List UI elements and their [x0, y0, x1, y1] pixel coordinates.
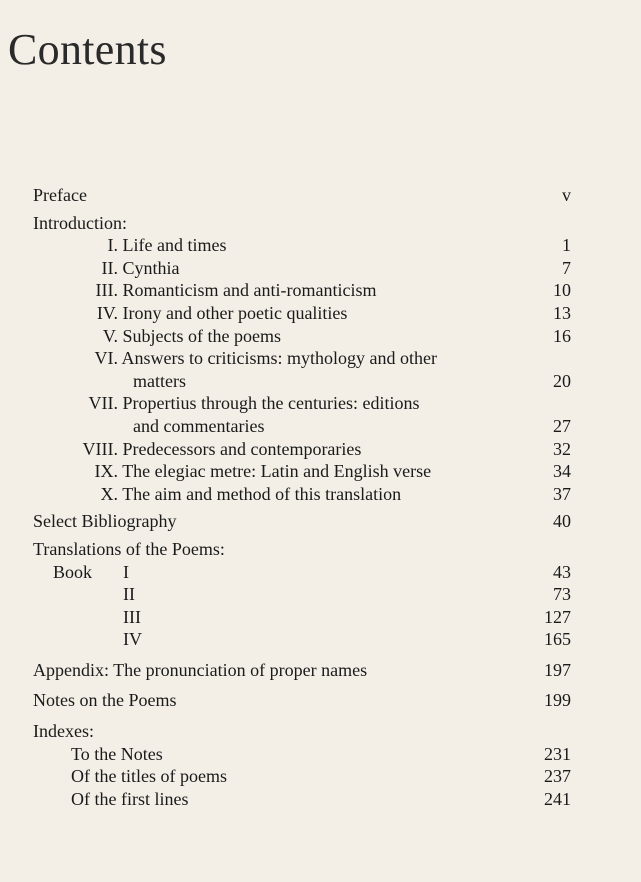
section-title: Romanticism and anti-romanticism: [122, 280, 377, 301]
toc-page-number: 7: [562, 257, 571, 278]
section-title: Predecessors and contemporaries: [122, 438, 362, 459]
toc-entry-intro-4: [33, 302, 571, 325]
toc-entry-appendix: [33, 659, 571, 682]
toc-page-number: 73: [553, 584, 571, 605]
toc-page-number: 20: [553, 370, 571, 391]
index-title: To the Notes: [71, 743, 163, 764]
section-number: IV.: [96, 302, 118, 323]
toc-entry-intro-10: [33, 483, 571, 506]
section-title: Life and times: [122, 235, 227, 256]
section-title: Subjects of the poems: [122, 325, 281, 346]
book-number: I: [123, 561, 129, 582]
toc-page-number: 241: [544, 788, 571, 809]
book-number: IV: [123, 629, 142, 650]
page-title: Contents: [8, 25, 167, 74]
toc-entry-intro-6: [33, 347, 571, 392]
toc-label: Preface: [33, 185, 87, 205]
section-number: III.: [95, 280, 118, 301]
section-number: X.: [100, 483, 118, 504]
section-number: VI.: [94, 348, 118, 369]
toc-entry-intro-7: [33, 392, 571, 437]
section-number: V.: [102, 325, 118, 346]
section-number: VIII.: [82, 438, 118, 459]
toc-page-number: 237: [544, 766, 571, 787]
toc-label: Indexes:: [33, 721, 94, 742]
index-title: Of the first lines: [71, 788, 189, 809]
section-title: Cynthia: [122, 257, 180, 278]
toc-label: Notes on the Poems: [33, 690, 177, 711]
toc-entry-intro-2: [33, 257, 571, 280]
toc-page-number: 13: [553, 302, 571, 323]
toc-entry-introduction: [33, 212, 571, 235]
section-title: The aim and method of this translation: [122, 483, 402, 504]
toc-entry-book-1: [33, 561, 571, 584]
index-title: Of the titles of poems: [71, 766, 227, 787]
toc-entry-intro-3: [33, 279, 571, 302]
section-title: Propertius through the centuries: editions: [122, 393, 420, 414]
section-title-continued: and commentaries: [133, 415, 265, 436]
section-title-continued: matters: [133, 370, 186, 391]
toc-entry-index-3: [33, 788, 571, 811]
book-word: Book: [53, 561, 93, 582]
toc-entry-book-2: [33, 583, 571, 606]
toc-page-number: 10: [553, 280, 571, 301]
toc-page-number: 32: [553, 438, 571, 459]
toc-page-number: 40: [553, 511, 571, 532]
toc-page-number: 34: [553, 461, 571, 482]
table-of-contents: [33, 184, 571, 810]
toc-entry-preface: [33, 184, 571, 207]
toc-entry-book-4: [33, 628, 571, 651]
toc-entry-intro-9: [33, 460, 571, 483]
section-number: I.: [107, 235, 118, 256]
toc-label: Appendix: The pronunciation of proper names: [33, 659, 368, 680]
toc-entry-intro-8: [33, 438, 571, 461]
toc-entry-translations: [33, 538, 571, 561]
toc-entry-bibliography: [33, 510, 571, 533]
toc-page-number: 37: [553, 483, 571, 504]
section-title: Answers to criticisms: mythology and other: [121, 348, 437, 369]
toc-entry-book-3: [33, 606, 571, 629]
toc-page-number: 231: [544, 743, 571, 764]
section-number: II.: [101, 257, 118, 278]
toc-page-number: 16: [553, 325, 571, 346]
section-number: VII.: [88, 393, 118, 414]
toc-label: Select Bibliography: [33, 511, 177, 532]
toc-label: Introduction:: [33, 212, 127, 233]
toc-entry-intro-1: [33, 234, 571, 257]
toc-entry-index-1: [33, 743, 571, 766]
toc-entry-intro-5: [33, 325, 571, 348]
toc-entry-notes: [33, 689, 571, 712]
toc-page-number: 165: [544, 629, 571, 650]
book-number: II: [123, 584, 135, 605]
toc-page-number: 27: [553, 415, 571, 436]
toc-page-number: v: [562, 185, 571, 205]
toc-entry-indexes: [33, 720, 571, 743]
toc-label: Translations of the Poems:: [33, 538, 225, 559]
toc-page-number: 197: [544, 659, 571, 680]
toc-page-number: 1: [562, 235, 571, 256]
toc-page-number: 127: [544, 606, 571, 627]
toc-page-number: 43: [553, 561, 571, 582]
toc-entry-index-2: [33, 765, 571, 788]
section-number: IX.: [94, 461, 118, 482]
section-title: Irony and other poetic qualities: [122, 302, 348, 323]
book-number: III: [123, 606, 141, 627]
toc-page-number: 199: [544, 690, 571, 711]
section-title: The elegiac metre: Latin and English verse: [122, 461, 432, 482]
